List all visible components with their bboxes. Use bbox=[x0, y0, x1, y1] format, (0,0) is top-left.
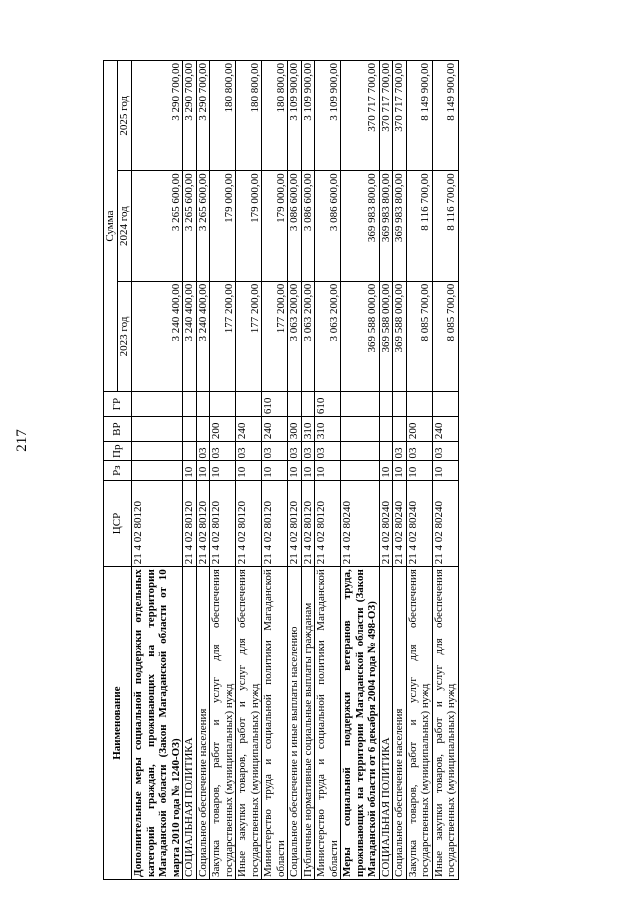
cell-name: СОЦИАЛЬНАЯ ПОЛИТИКА bbox=[379, 567, 393, 880]
table-row bbox=[196, 61, 210, 880]
cell-name: СОЦИАЛЬНАЯ ПОЛИТИКА bbox=[183, 567, 197, 880]
cell-csr: 21 4 02 80240 bbox=[406, 480, 432, 566]
header-rz: Рз bbox=[104, 461, 132, 480]
budget-table bbox=[103, 60, 459, 880]
cell-vr: 200 bbox=[406, 417, 432, 442]
cell-2025: 3 109 900,00 bbox=[301, 61, 315, 171]
cell-pr bbox=[132, 442, 183, 461]
header-year-2024: 2024 год bbox=[118, 171, 132, 281]
table-row bbox=[315, 61, 341, 880]
cell-2025: 3 109 900,00 bbox=[315, 61, 341, 171]
cell-csr: 21 4 02 80120 bbox=[183, 480, 197, 566]
cell-name: Меры социальной поддержки ветеранов труда, проживающих на территории Магаданской области (Закон Магаданской области от 6 декабря 2004 года № 498-ОЗ) bbox=[341, 567, 380, 880]
cell-pr: 03 bbox=[210, 442, 236, 461]
cell-pr bbox=[341, 442, 380, 461]
cell-gr bbox=[288, 392, 302, 417]
cell-csr: 21 4 02 80120 bbox=[288, 480, 302, 566]
cell-csr: 21 4 02 80120 bbox=[301, 480, 315, 566]
cell-rz: 10 bbox=[301, 461, 315, 480]
cell-csr: 21 4 02 80120 bbox=[196, 480, 210, 566]
cell-pr: 03 bbox=[406, 442, 432, 461]
cell-gr bbox=[406, 392, 432, 417]
table-row bbox=[301, 61, 315, 880]
cell-2023: 3 063 200,00 bbox=[301, 281, 315, 391]
table-row bbox=[406, 61, 432, 880]
cell-vr bbox=[393, 417, 407, 442]
table-row bbox=[236, 61, 262, 880]
cell-csr: 21 4 02 80120 bbox=[132, 480, 183, 566]
cell-rz: 10 bbox=[288, 461, 302, 480]
cell-vr: 300 bbox=[288, 417, 302, 442]
cell-2025: 180 800,00 bbox=[262, 61, 288, 171]
cell-vr: 240 bbox=[432, 417, 458, 442]
table-row bbox=[183, 61, 197, 880]
cell-pr bbox=[183, 442, 197, 461]
cell-2023: 369 588 000,00 bbox=[393, 281, 407, 391]
cell-rz: 10 bbox=[236, 461, 262, 480]
cell-name: Иные закупки товаров, работ и услуг для обеспечения государственных (муниципальных) нужд bbox=[236, 567, 262, 880]
cell-csr: 21 4 02 80120 bbox=[315, 480, 341, 566]
table-row bbox=[262, 61, 288, 880]
cell-name: Социальное обеспечение населения bbox=[393, 567, 407, 880]
cell-2024: 179 000,00 bbox=[236, 171, 262, 281]
header-csr: ЦСР bbox=[104, 480, 132, 566]
cell-gr bbox=[210, 392, 236, 417]
cell-pr: 03 bbox=[288, 442, 302, 461]
cell-2024: 8 116 700,00 bbox=[432, 171, 458, 281]
cell-name: Социальное обеспечение и иные выплаты населению bbox=[288, 567, 302, 880]
cell-rz: 10 bbox=[393, 461, 407, 480]
cell-2023: 177 200,00 bbox=[210, 281, 236, 391]
cell-csr: 21 4 02 80240 bbox=[379, 480, 393, 566]
cell-csr: 21 4 02 80120 bbox=[262, 480, 288, 566]
cell-2023: 3 240 400,00 bbox=[196, 281, 210, 391]
cell-pr: 03 bbox=[393, 442, 407, 461]
cell-pr bbox=[379, 442, 393, 461]
cell-rz: 10 bbox=[406, 461, 432, 480]
cell-rz: 10 bbox=[379, 461, 393, 480]
cell-gr bbox=[196, 392, 210, 417]
cell-2024: 369 983 800,00 bbox=[341, 171, 380, 281]
table-body bbox=[132, 61, 459, 880]
cell-gr bbox=[183, 392, 197, 417]
cell-gr bbox=[301, 392, 315, 417]
table-row bbox=[393, 61, 407, 880]
cell-2023: 369 588 000,00 bbox=[341, 281, 380, 391]
header-vr: ВР bbox=[104, 417, 132, 442]
cell-2024: 179 000,00 bbox=[210, 171, 236, 281]
cell-csr: 21 4 02 80240 bbox=[393, 480, 407, 566]
cell-gr bbox=[432, 392, 458, 417]
cell-2023: 3 240 400,00 bbox=[183, 281, 197, 391]
cell-name: Публичные нормативные социальные выплаты гражданам bbox=[301, 567, 315, 880]
cell-name: Закупка товаров, работ и услуг для обеспечения государственных (муниципальных) нужд bbox=[406, 567, 432, 880]
cell-gr: 610 bbox=[262, 392, 288, 417]
header-year-2023: 2023 год bbox=[118, 281, 132, 391]
cell-2025: 370 717 700,00 bbox=[379, 61, 393, 171]
cell-rz: 10 bbox=[432, 461, 458, 480]
cell-2024: 369 983 800,00 bbox=[393, 171, 407, 281]
cell-gr bbox=[393, 392, 407, 417]
cell-gr bbox=[236, 392, 262, 417]
cell-2023: 3 063 200,00 bbox=[288, 281, 302, 391]
cell-2025: 180 800,00 bbox=[210, 61, 236, 171]
page-number: 217 bbox=[13, 429, 30, 452]
cell-rz: 10 bbox=[210, 461, 236, 480]
cell-name: Социальное обеспечение населения bbox=[196, 567, 210, 880]
cell-pr: 03 bbox=[236, 442, 262, 461]
cell-vr: 240 bbox=[262, 417, 288, 442]
table-row bbox=[341, 61, 380, 880]
cell-2024: 3 265 600,00 bbox=[132, 171, 183, 281]
cell-rz: 10 bbox=[315, 461, 341, 480]
cell-2025: 3 290 700,00 bbox=[132, 61, 183, 171]
cell-csr: 21 4 02 80120 bbox=[210, 480, 236, 566]
cell-2024: 3 086 600,00 bbox=[315, 171, 341, 281]
table-row bbox=[432, 61, 458, 880]
header-sum: Сумма bbox=[104, 61, 118, 392]
cell-rz: 10 bbox=[196, 461, 210, 480]
cell-2025: 8 149 900,00 bbox=[432, 61, 458, 171]
cell-2023: 3 063 200,00 bbox=[315, 281, 341, 391]
cell-name: Министерство труда и социальной политики Магаданской области bbox=[315, 567, 341, 880]
cell-csr: 21 4 02 80240 bbox=[341, 480, 380, 566]
header-pr: Пр bbox=[104, 442, 132, 461]
header-name: Наименование bbox=[104, 567, 132, 880]
cell-2025: 180 800,00 bbox=[236, 61, 262, 171]
cell-vr: 310 bbox=[301, 417, 315, 442]
cell-2023: 8 085 700,00 bbox=[406, 281, 432, 391]
cell-gr bbox=[379, 392, 393, 417]
cell-name: Иные закупки товаров, работ и услуг для обеспечения государственных (муниципальных) нужд bbox=[432, 567, 458, 880]
cell-2025: 370 717 700,00 bbox=[393, 61, 407, 171]
cell-gr bbox=[132, 392, 183, 417]
cell-2025: 3 290 700,00 bbox=[183, 61, 197, 171]
cell-2023: 177 200,00 bbox=[262, 281, 288, 391]
cell-rz: 10 bbox=[262, 461, 288, 480]
cell-2024: 369 983 800,00 bbox=[379, 171, 393, 281]
table-row bbox=[379, 61, 393, 880]
cell-vr bbox=[196, 417, 210, 442]
cell-vr: 200 bbox=[210, 417, 236, 442]
cell-vr: 240 bbox=[236, 417, 262, 442]
cell-pr: 03 bbox=[301, 442, 315, 461]
cell-pr: 03 bbox=[196, 442, 210, 461]
cell-name: Министерство труда и социальной политики Магаданской области bbox=[262, 567, 288, 880]
cell-rz bbox=[341, 461, 380, 480]
cell-2024: 179 000,00 bbox=[262, 171, 288, 281]
cell-2025: 8 149 900,00 bbox=[406, 61, 432, 171]
cell-gr bbox=[341, 392, 380, 417]
header-gr: ГР bbox=[104, 392, 132, 417]
cell-csr: 21 4 02 80240 bbox=[432, 480, 458, 566]
cell-pr: 03 bbox=[262, 442, 288, 461]
rotated-table-wrapper bbox=[103, 60, 565, 880]
cell-rz: 10 bbox=[183, 461, 197, 480]
cell-2023: 369 588 000,00 bbox=[379, 281, 393, 391]
cell-2023: 177 200,00 bbox=[236, 281, 262, 391]
cell-pr: 03 bbox=[315, 442, 341, 461]
cell-vr bbox=[132, 417, 183, 442]
cell-csr: 21 4 02 80120 bbox=[236, 480, 262, 566]
cell-2024: 8 116 700,00 bbox=[406, 171, 432, 281]
cell-rz bbox=[132, 461, 183, 480]
cell-gr: 610 bbox=[315, 392, 341, 417]
cell-2025: 370 717 700,00 bbox=[341, 61, 380, 171]
cell-name: Дополнительные меры социальной поддержки отдельных категорий граждан, проживающих на территории Магаданской области (Закон Магаданской области от 10 марта 2010 года № 1240-ОЗ) bbox=[132, 567, 183, 880]
header-year-2025: 2025 год bbox=[118, 61, 132, 171]
table-row bbox=[288, 61, 302, 880]
cell-2024: 3 265 600,00 bbox=[196, 171, 210, 281]
cell-name: Закупка товаров, работ и услуг для обеспечения государственных (муниципальных) нужд bbox=[210, 567, 236, 880]
table-row bbox=[132, 61, 183, 880]
cell-pr: 03 bbox=[432, 442, 458, 461]
cell-2024: 3 086 600,00 bbox=[288, 171, 302, 281]
cell-2025: 3 290 700,00 bbox=[196, 61, 210, 171]
cell-2024: 3 086 600,00 bbox=[301, 171, 315, 281]
cell-2023: 8 085 700,00 bbox=[432, 281, 458, 391]
cell-2024: 3 265 600,00 bbox=[183, 171, 197, 281]
cell-vr bbox=[379, 417, 393, 442]
cell-2025: 3 109 900,00 bbox=[288, 61, 302, 171]
cell-vr bbox=[341, 417, 380, 442]
cell-2023: 3 240 400,00 bbox=[132, 281, 183, 391]
table-row bbox=[210, 61, 236, 880]
cell-vr bbox=[183, 417, 197, 442]
cell-vr: 310 bbox=[315, 417, 341, 442]
